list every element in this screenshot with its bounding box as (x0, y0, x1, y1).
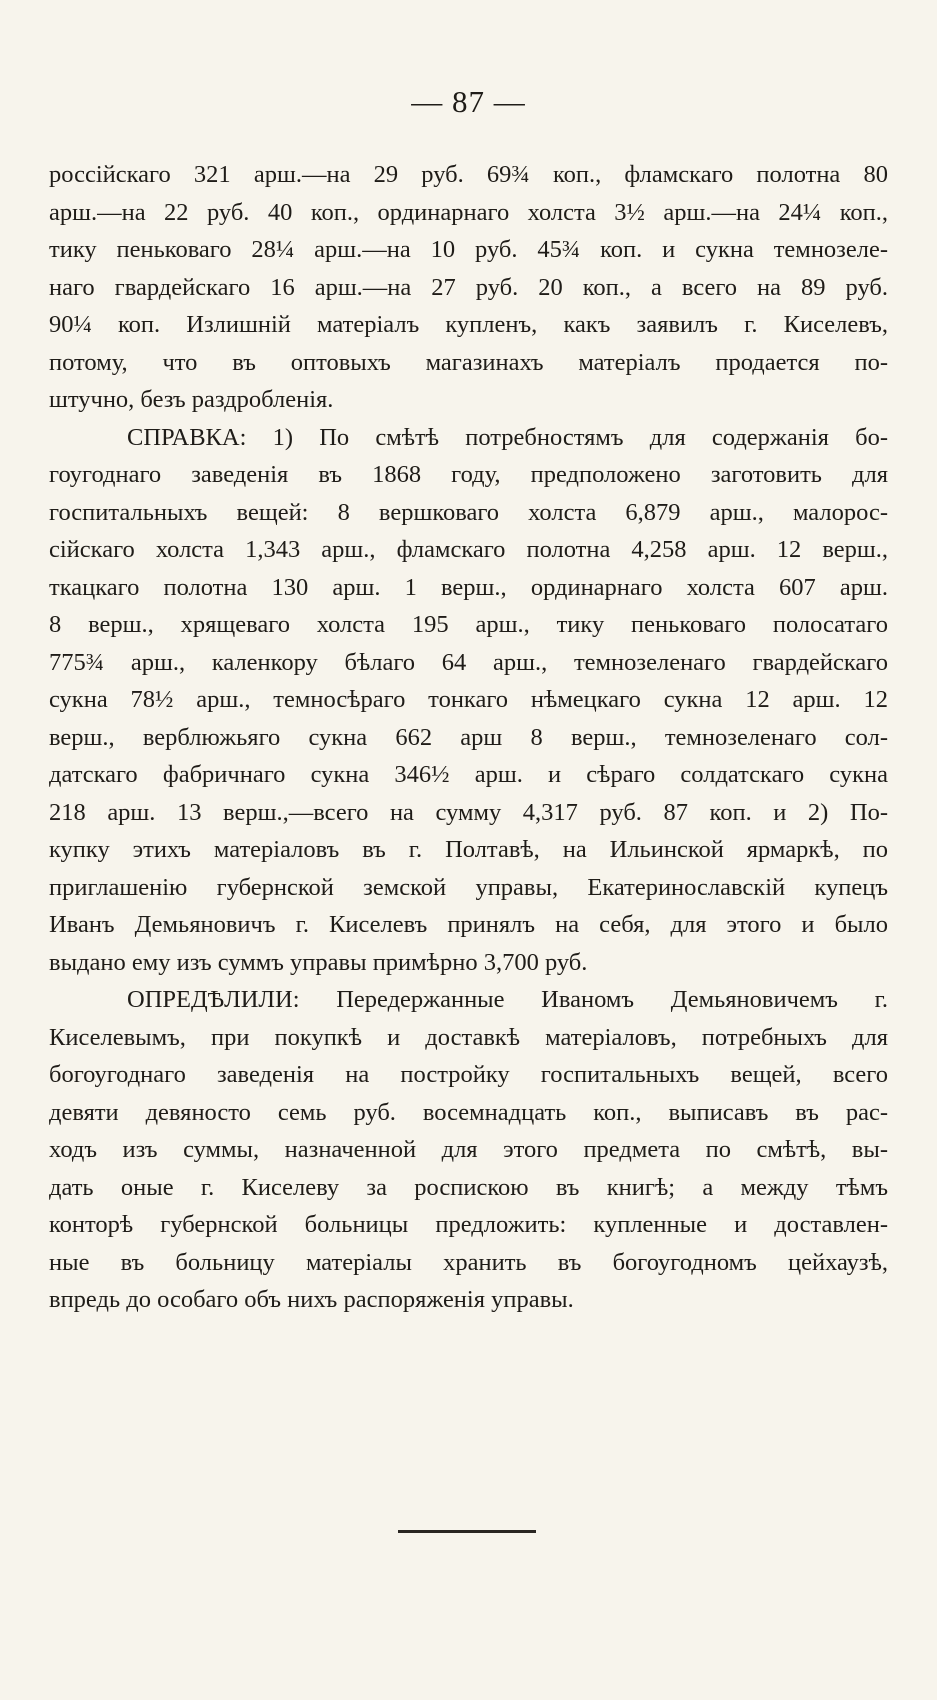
text-line: Иванъ Демьяновичъ г. Киселевъ принялъ на себя, для этого и было (49, 911, 888, 938)
text-line: ОПРЕДѢЛИЛИ: Передержанные Иваномъ Демьяновичемъ г. (127, 986, 888, 1013)
text-line: конторѣ губернской больницы предложить: купленные и доставлен- (49, 1211, 888, 1238)
text-line: арш.—на 22 руб. 40 коп., ординарнаго холста 3½ арш.—на 24¼ коп., (49, 198, 888, 226)
text-line: верш., верблюжьяго сукна 662 арш 8 верш., темнозеленаго сол- (49, 723, 888, 751)
text-line: СПРАВКА: 1) По смѣтѣ потребностямъ для содержанія бо- (127, 423, 888, 451)
text-line: госпитальныхъ вещей: 8 вершковаго холста 6,879 арш., малорос- (49, 498, 888, 526)
text-line: 8 верш., хрящеваго холста 195 арш., тику пеньковаго полосатаго (49, 611, 888, 638)
text-line: 775¾ арш., каленкору бѣлаго 64 арш., темнозеленаго гвардейскаго (49, 648, 888, 676)
text-line: Киселевымъ, при покупкѣ и доставкѣ матеріаловъ, потребныхъ для (49, 1023, 888, 1051)
text-line: дать оные г. Киселеву за роспискою въ книгѣ; а между тѣмъ (49, 1173, 888, 1201)
text-line: купку этихъ матеріаловъ въ г. Полтавѣ, на Ильинской ярмаркѣ, по (49, 836, 888, 863)
text-line: гоугоднаго заведенія въ 1868 году, предположено заготовить для (49, 461, 888, 488)
text-line: датскаго фабричнаго сукна 346½ арш. и сѣраго солдатскаго сукна (49, 761, 888, 788)
text-line: богоугоднаго заведенія на постройку госпитальныхъ вещей, всего (49, 1061, 888, 1088)
text-line: выдано ему изъ суммъ управы примѣрно 3,700 руб. (49, 948, 588, 976)
text-line: 90¼ коп. Излишній матеріалъ купленъ, какъ заявилъ г. Киселевъ, (49, 311, 888, 338)
text-line: впредь до особаго объ нихъ распоряженія управы. (49, 1286, 574, 1313)
page-number: — 87 — (411, 84, 526, 119)
closing-rule (398, 1530, 536, 1533)
text-line: россійскаго 321 арш.—на 29 руб. 69¾ коп., фламскаго полотна 80 (49, 161, 888, 188)
text-line: ткацкаго полотна 130 арш. 1 верш., ординарнаго холста 607 арш. (49, 573, 888, 601)
text-line: приглашенію губернской земской управы, Екатеринославскій купецъ (49, 873, 888, 901)
text-line: ные въ больницу матеріалы хранить въ богоугодномъ цейхаузѣ, (49, 1248, 888, 1276)
text-line: наго гвардейскаго 16 арш.—на 27 руб. 20 коп., а всего на 89 руб. (49, 273, 888, 301)
text-line: сійскаго холста 1,343 арш., фламскаго полотна 4,258 арш. 12 верш., (49, 536, 888, 563)
text-line: тику пеньковаго 28¼ арш.—на 10 руб. 45¾ коп. и сукна темнозеле- (49, 236, 888, 263)
text-line: потому, что въ оптовыхъ магазинахъ матеріалъ продается по- (49, 348, 888, 376)
text-line: штучно, безъ раздробленія. (49, 386, 334, 413)
text-line: девяти девяносто семь руб. восемнадцать коп., выписавъ въ рас- (49, 1098, 888, 1126)
body-text (49, 156, 888, 1319)
text-line: сукна 78½ арш., темносѣраго тонкаго нѣмецкаго сукна 12 арш. 12 (49, 686, 888, 713)
text-line: ходъ изъ суммы, назначенной для этого предмета по смѣтѣ, вы- (49, 1136, 888, 1163)
text-line: 218 арш. 13 верш.,—всего на сумму 4,317 руб. 87 коп. и 2) По- (49, 798, 888, 826)
